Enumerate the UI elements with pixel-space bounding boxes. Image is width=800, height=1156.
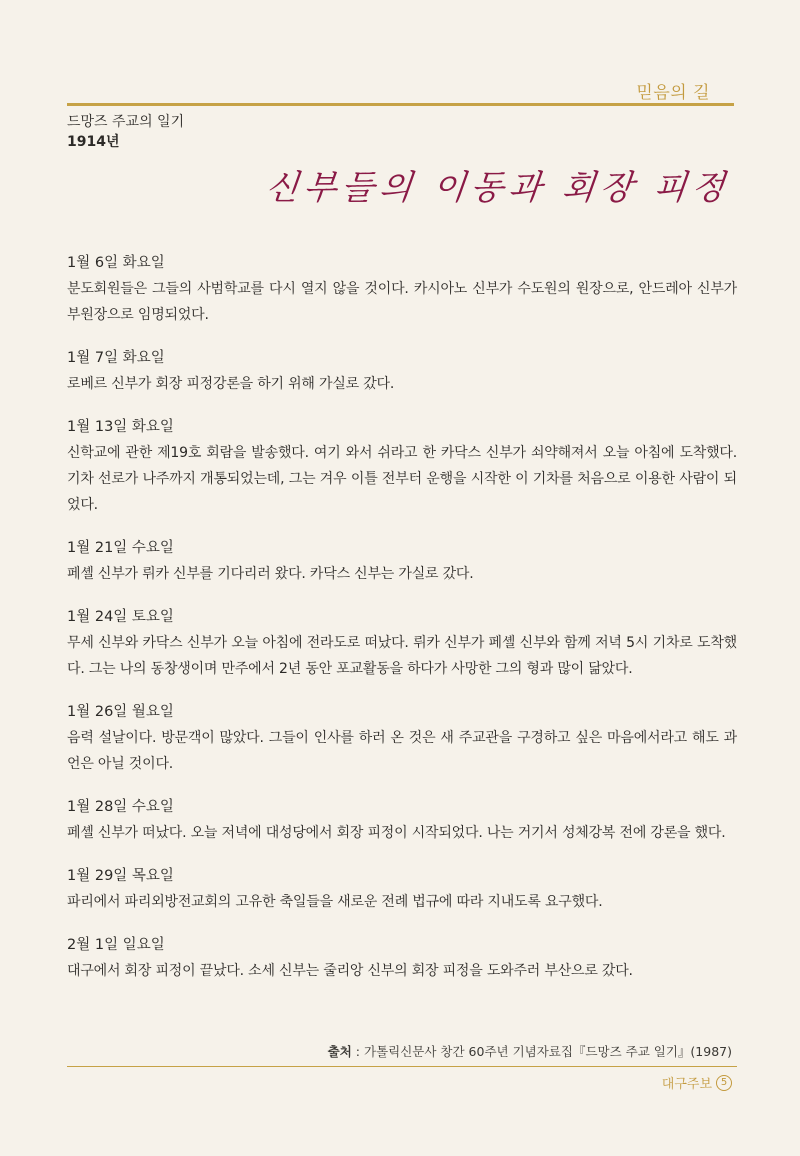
entry-body: 페셸 신부가 뤼카 신부를 기다리러 왔다. 카닥스 신부는 가실로 갔다.: [67, 566, 474, 582]
series-name: 드망즈 주교의 일기: [67, 114, 185, 130]
diary-entry: [67, 794, 737, 846]
series-year: 1914년: [67, 134, 120, 150]
diary-entry: [67, 250, 737, 328]
diary-entry: [67, 932, 737, 984]
entry-body: 음력 설날이다. 방문객이 많았다. 그들이 인사를 하러 온 것은 새 주교관을 구경하고 싶은 마음에서라고 해도 과언은 아닐 것이다.: [67, 730, 737, 772]
diary-entry: [67, 699, 737, 777]
entry-date: 1월 21일 수요일: [67, 540, 174, 556]
top-divider: [67, 103, 734, 106]
bottom-divider: [67, 1066, 737, 1067]
diary-entries: [67, 250, 737, 1001]
publication-name: 대구주보: [661, 1077, 712, 1092]
diary-entry: [67, 535, 737, 587]
page-number: 5: [716, 1075, 732, 1091]
entry-body: 페셸 신부가 떠났다. 오늘 저녁에 대성당에서 회장 피정이 시작되었다. 나는 거기서 성체강복 전에 강론을 했다.: [67, 825, 726, 841]
entry-body: 대구에서 회장 피정이 끝났다. 소세 신부는 줄리앙 신부의 회장 피정을 도와주러 부산으로 갔다.: [67, 963, 633, 979]
entry-date: 1월 7일 화요일: [67, 350, 165, 366]
entry-date: 1월 26일 월요일: [67, 704, 174, 720]
diary-entry: [67, 345, 737, 397]
entry-body: 무세 신부와 카닥스 신부가 오늘 아침에 전라도로 떠났다. 뤼카 신부가 페셸 신부와 함께 저녁 5시 기차로 도착했다. 그는 나의 동창생이며 만주에서 2년 동안 포교활동을 하다가 사망한 그의 형과 많이 닮았다.: [67, 635, 737, 677]
entry-body: 분도회원들은 그들의 사범학교를 다시 열지 않을 것이다. 카시아노 신부가 수도원의 원장으로, 안드레아 신부가 부원장으로 임명되었다.: [67, 281, 737, 323]
page-title: 신부들의 이동과 회장 피정: [263, 168, 732, 208]
entry-date: 1월 24일 토요일: [67, 609, 174, 625]
section-label: 믿음의 길: [636, 83, 710, 103]
entry-date: 1월 28일 수요일: [67, 799, 174, 815]
entry-body: 로베르 신부가 회장 피정강론을 하기 위해 가실로 갔다.: [67, 376, 395, 392]
diary-entry: [67, 863, 737, 915]
source-separator: :: [351, 1044, 364, 1059]
page-footer: [662, 1073, 732, 1092]
diary-entry: [67, 604, 737, 682]
entry-body: 신학교에 관한 제19호 회람을 발송했다. 여기 와서 쉬라고 한 카닥스 신부가 쇠약해져서 오늘 아침에 도착했다. 기차 선로가 나주까지 개통되었는데, 그는 겨우 이틀 전부터 운행을 시작한 이 기차를 처음으로 이용한 사람이 되었다.: [67, 445, 737, 513]
source-text: 가톨릭신문사 창간 60주년 기념자료집『드망즈 주교 일기』(1987): [364, 1044, 732, 1059]
source-label: 출처: [327, 1044, 352, 1059]
diary-entry: [67, 414, 737, 518]
source-citation: [328, 1042, 732, 1060]
entry-date: 1월 6일 화요일: [67, 255, 165, 271]
series-heading: [67, 112, 184, 152]
entry-date: 2월 1일 일요일: [67, 937, 165, 953]
entry-date: 1월 29일 목요일: [67, 868, 174, 884]
entry-date: 1월 13일 화요일: [67, 419, 174, 435]
entry-body: 파리에서 파리외방전교회의 고유한 축일들을 새로운 전례 법규에 따라 지내도록 요구했다.: [67, 894, 603, 910]
